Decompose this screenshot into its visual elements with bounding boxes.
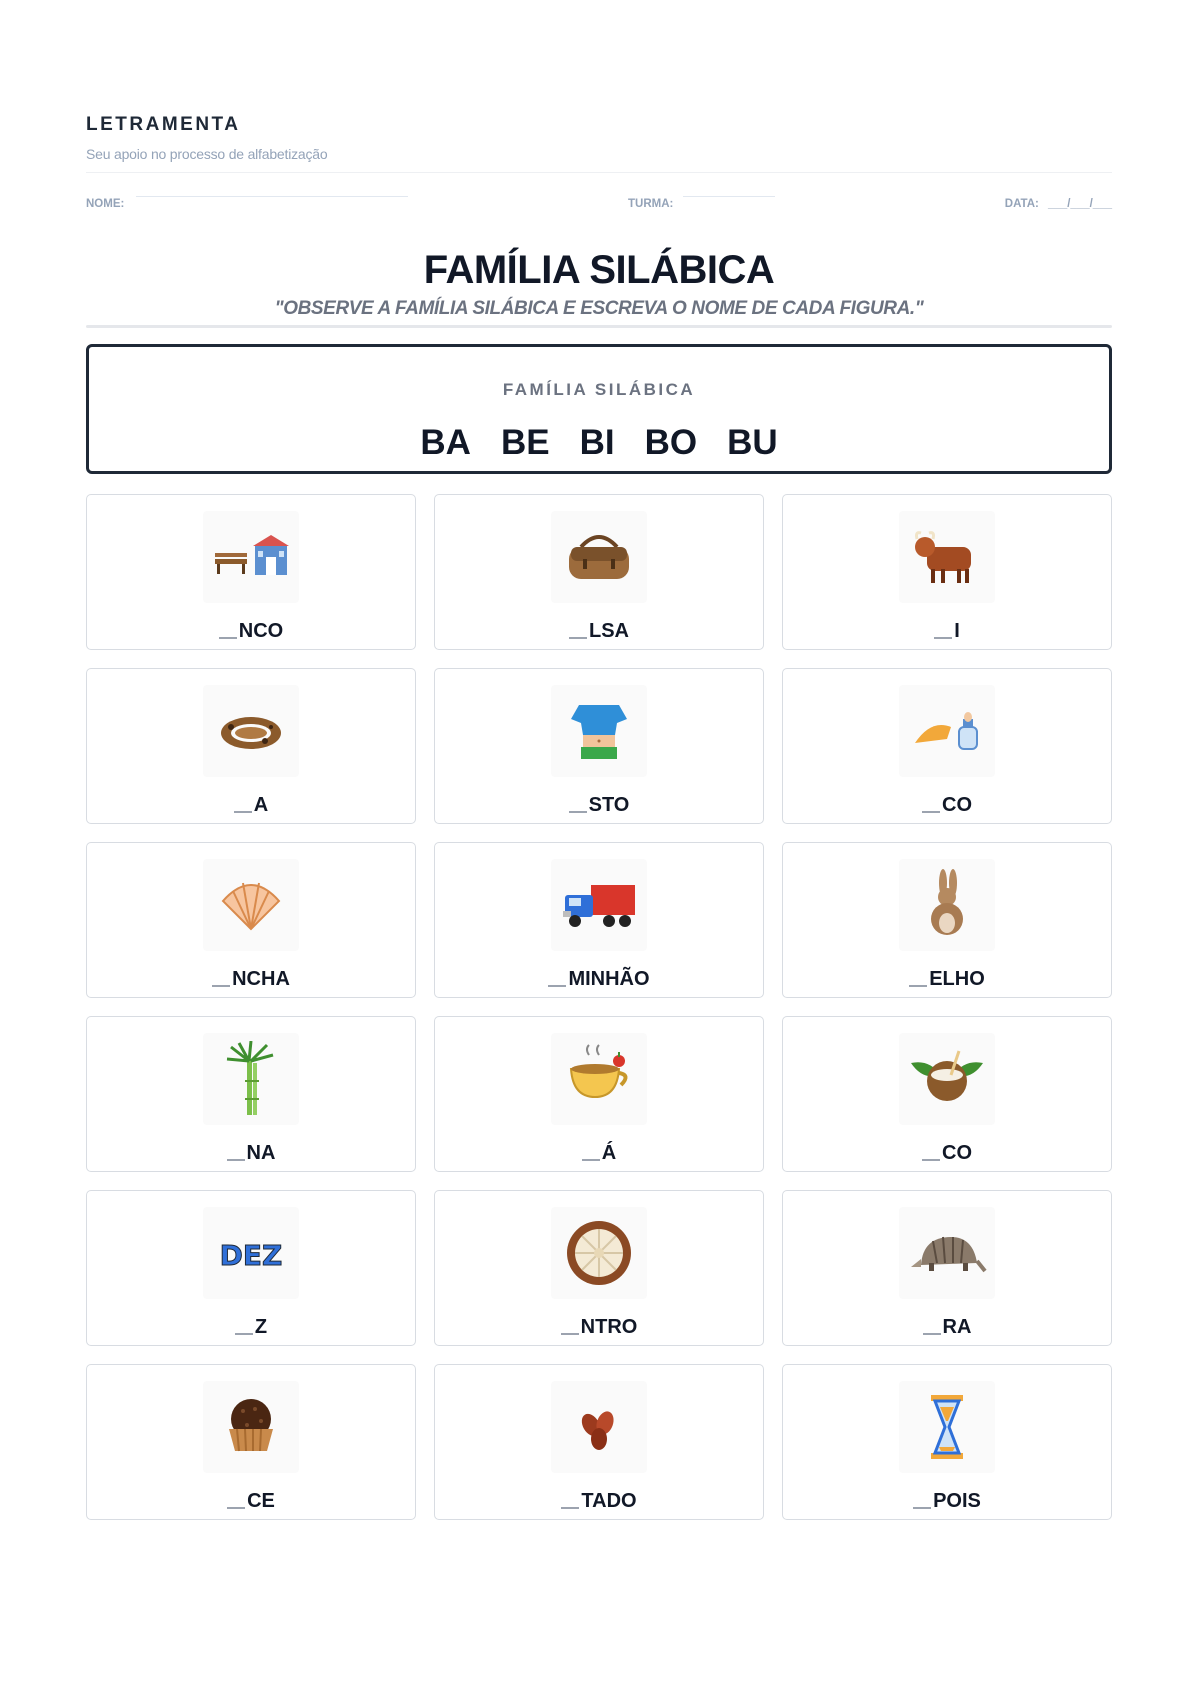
exercise-card: [782, 1016, 1112, 1172]
rabbit-icon: [899, 859, 995, 951]
word-prompt: POIS: [783, 1490, 1111, 1513]
syllable-bi: BI: [579, 423, 615, 462]
dez-text: DEZ: [219, 1239, 283, 1272]
word-prompt: LSA: [435, 620, 763, 643]
exercise-card: [782, 494, 1112, 650]
word-prompt: RA: [783, 1316, 1111, 1339]
answer-blank[interactable]: [212, 985, 230, 987]
class-line[interactable]: [683, 196, 775, 197]
seashell-icon: [203, 859, 299, 951]
word-prompt: CO: [783, 1142, 1111, 1165]
brand-name: LETRAMENTA: [86, 114, 241, 135]
word-prompt: MINHÃO: [435, 968, 763, 991]
answer-blank[interactable]: [235, 1333, 253, 1335]
word-prompt: ELHO: [783, 968, 1111, 991]
answer-blank[interactable]: [561, 1333, 579, 1335]
instruction-text: "OBSERVE A FAMÍLIA SILÁBICA E ESCREVA O NOME DE CADA FIGURA.": [274, 298, 924, 319]
syllable-list: [89, 423, 1109, 463]
exercise-card: [782, 1190, 1112, 1346]
ox-icon: [899, 511, 995, 603]
answer-blank[interactable]: [922, 811, 940, 813]
name-label: NOME:: [86, 198, 125, 210]
bamboo-icon: [203, 1033, 299, 1125]
date-label: DATA:: [1004, 198, 1039, 210]
syllable-bu: BU: [727, 423, 778, 462]
word-prompt: NCHA: [87, 968, 415, 991]
sliced-fruit-icon: [551, 1207, 647, 1299]
word-prompt: NA: [87, 1142, 415, 1165]
tea-cup-icon: [551, 1033, 647, 1125]
exercise-card: [782, 842, 1112, 998]
word-prompt: Z: [87, 1316, 415, 1339]
word-prompt: NCO: [87, 620, 415, 643]
syllable-be: BE: [500, 423, 550, 462]
answer-blank[interactable]: [227, 1159, 245, 1161]
answer-blank[interactable]: [561, 1507, 579, 1509]
word-prompt: A: [87, 794, 415, 817]
answer-blank[interactable]: [934, 637, 952, 639]
snake-icon: [203, 685, 299, 777]
answer-blank[interactable]: [234, 811, 252, 813]
exercise-card: [434, 668, 764, 824]
exercise-card: [782, 668, 1112, 824]
word-prompt: NTRO: [435, 1316, 763, 1339]
date-blank[interactable]: ___/___/___: [1048, 198, 1112, 210]
brigadeiro-icon: [203, 1381, 299, 1473]
answer-blank[interactable]: [923, 1333, 941, 1335]
bench-bank-icon: [203, 511, 299, 603]
syllable-ba: BA: [420, 423, 471, 462]
page-title: FAMÍLIA SILÁBICA: [423, 248, 775, 292]
word-prompt: I: [783, 620, 1111, 643]
belly-icon: [551, 685, 647, 777]
answer-blank[interactable]: [569, 811, 587, 813]
exercise-card: [434, 1190, 764, 1346]
student-fields: [86, 196, 1112, 216]
word-prompt: TADO: [435, 1490, 763, 1513]
dez-letters-icon: [203, 1207, 299, 1299]
exercise-card: [434, 842, 764, 998]
answer-blank[interactable]: [227, 1507, 245, 1509]
date-field: [1005, 198, 1112, 210]
brand-tagline: Seu apoio no processo de alfabetização: [86, 146, 328, 162]
syllable-family-box: [86, 344, 1112, 474]
answer-blank[interactable]: [909, 985, 927, 987]
word-prompt: CO: [783, 794, 1111, 817]
answer-blank[interactable]: [922, 1159, 940, 1161]
exercise-card: [86, 668, 416, 824]
bag-icon: [551, 511, 647, 603]
exercise-card: [434, 1016, 764, 1172]
exercise-card: [86, 1364, 416, 1520]
exercise-card: [86, 494, 416, 650]
exercise-card: [86, 1190, 416, 1346]
answer-blank[interactable]: [219, 637, 237, 639]
name-line[interactable]: [136, 196, 408, 197]
exercise-card: [434, 1364, 764, 1520]
exercise-grid: [86, 494, 1112, 1520]
armadillo-icon: [899, 1207, 995, 1299]
truck-icon: [551, 859, 647, 951]
syllable-bo: BO: [644, 423, 698, 462]
exercise-card: [86, 1016, 416, 1172]
word-prompt: Á: [435, 1142, 763, 1165]
family-label: FAMÍLIA SILÁBICA: [502, 380, 696, 399]
exercise-card: [782, 1364, 1112, 1520]
answer-blank[interactable]: [913, 1507, 931, 1509]
class-label: TURMA:: [628, 198, 674, 210]
hourglass-icon: [899, 1381, 995, 1473]
word-prompt: STO: [435, 794, 763, 817]
word-prompt: CE: [87, 1490, 415, 1513]
coconut-icon: [899, 1033, 995, 1125]
title-divider: [86, 325, 1112, 328]
answer-blank[interactable]: [582, 1159, 600, 1161]
answer-blank[interactable]: [548, 985, 566, 987]
dates-fruit-icon: [551, 1381, 647, 1473]
exercise-card: [434, 494, 764, 650]
exercise-card: [86, 842, 416, 998]
beak-bottle-icon: [899, 685, 995, 777]
answer-blank[interactable]: [569, 637, 587, 639]
header-divider: [86, 172, 1112, 173]
